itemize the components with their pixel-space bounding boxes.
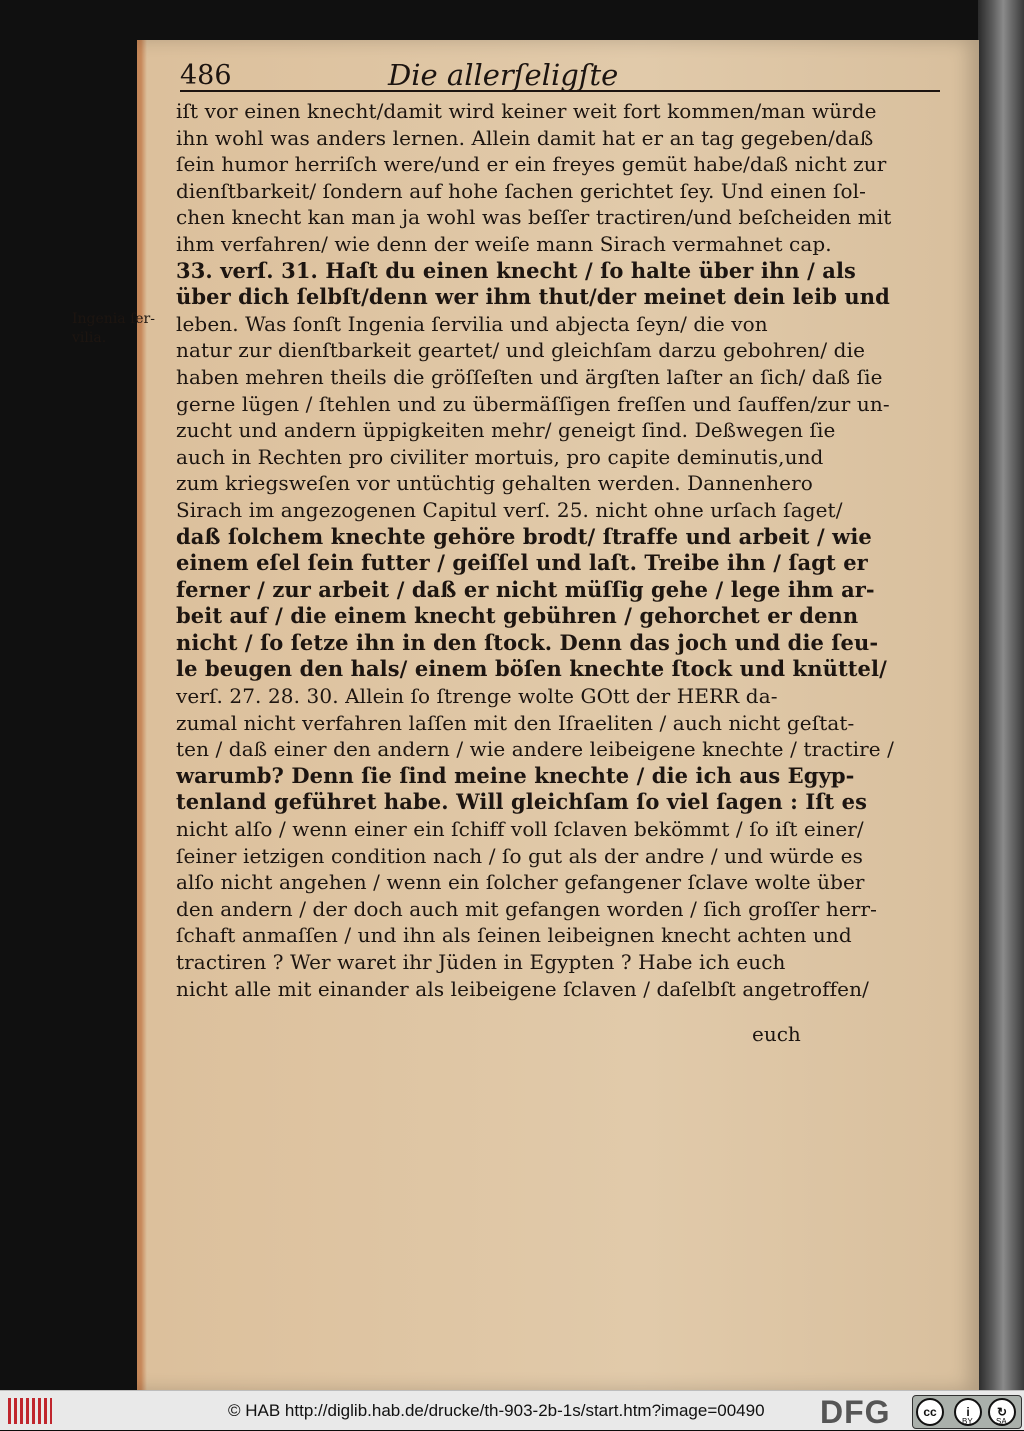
by-label: BY [962, 1417, 973, 1426]
sa-icon: ↻ [988, 1398, 1016, 1426]
text-line: nicht alle mit einander als leibeigene ſclaven / daſelbſt angetroffen/ [176, 976, 869, 1001]
text-line: über dich ſelbſt/denn wer ihm thut/der meinet dein leib und [176, 284, 890, 310]
text-line: ſchaft anmaſſen / und ihn als ſeinen leibeignen knecht achten und [176, 923, 852, 948]
text-line: leben. Was ſonſt Ingenia ſervilia und abjecta ſeyn/ die von [176, 311, 768, 336]
catchword: euch [752, 1022, 801, 1046]
text-line: einem eſel ſein futter / geiſſel und laſt. Treibe ihn / ſagt er [176, 550, 868, 576]
page-header [180, 58, 940, 92]
cc-icon: cc [916, 1398, 944, 1426]
text-line: natur zur dienſtbarkeit geartet/ und gleichſam darzu gebohren/ die [176, 338, 866, 363]
text-line: le beugen den hals/ einem böſen knechte ſtock und knüttel/ [176, 656, 887, 682]
text-line: dienſtbarkeit/ ſondern auf hohe ſachen gerichtet ſey. Und einen ſol- [176, 178, 866, 203]
text-line: ihm verfahren/ wie denn der weiſe mann Sirach vermahnet cap. [176, 231, 832, 256]
text-line: zucht und andern üppigkeiten mehr/ geneigt ſind. Deßwegen ſie [176, 418, 836, 443]
text-line: ſeiner ietzigen condition nach / ſo gut als der andre / und würde es [176, 843, 863, 868]
text-line: daß ſolchem knechte gehöre brodt/ ſtraffe und arbeit / wie [176, 523, 872, 549]
text-line: auch in Rechten pro civiliter mortuis, pro capite deminutis,und [176, 444, 824, 469]
text-line: gerne lügen / ſtehlen und zu übermäſſigen freſſen und ſauffen/zur un- [176, 391, 890, 416]
cc-license-badge[interactable] [912, 1395, 1020, 1427]
text-line: ſein humor herriſch were/und er ein freyes gemüt habe/daß nicht zur [176, 152, 887, 177]
by-icon: i [954, 1398, 982, 1426]
text-line: beit auf / die einem knecht gebühren / gehorchet er denn [176, 603, 859, 629]
text-line: den andern / der doch auch mit gefangen worden / ſich groſſer herr- [176, 896, 877, 921]
page-number: 486 [180, 60, 232, 91]
text-line: nicht / ſo ſetze ihn in den ſtock. Denn das joch und die ſeu- [176, 629, 879, 655]
text-line: iſt vor einen knecht/damit wird keiner weit fort kommen/man würde [176, 99, 877, 123]
text-line: alſo nicht angehen / wenn ein ſolcher gefangener ſclave wolte über [176, 870, 865, 895]
body-text [176, 98, 946, 1002]
barcode-icon [8, 1398, 52, 1424]
margin-note: Ingenia ſer-vilia. [72, 311, 155, 346]
dfg-logo: DFG [820, 1394, 891, 1430]
text-line: 33. verſ. 31. Haſt du einen knecht / ſo halte über ihn / als [176, 257, 856, 283]
book-spine [978, 0, 1024, 1390]
text-line: zum kriegsweſen vor untüchtig gehalten werden. Dannenhero [176, 471, 813, 496]
text-line: verſ. 27. 28. 30. Allein ſo ſtrenge wolte GOtt der HERR da- [176, 684, 778, 709]
text-line: ferner / zur arbeit / daß er nicht müſſig gehe / lege ihm ar- [176, 576, 875, 602]
text-line: Sirach im angezogenen Capitul verſ. 25. nicht ohne urſach ſaget/ [176, 497, 843, 522]
running-title: Die allerſeligſte [388, 58, 619, 92]
footer-bar [0, 1390, 1024, 1430]
text-line: zumal nicht verfahren laſſen mit den Iſraeliten / auch nicht geſtat- [176, 710, 855, 735]
sa-label: SA [996, 1417, 1007, 1426]
text-line: warumb? Denn ſie ſind meine knechte / die ich aus Egyp- [176, 762, 855, 788]
text-line: nicht alſo / wenn einer ein ſchiff voll ſclaven bekömmt / ſo iſt einer/ [176, 817, 864, 842]
footer-credit-link[interactable]: © HAB http://diglib.hab.de/drucke/th-903-2b-1s/start.htm?image=00490 [228, 1401, 765, 1420]
text-line: ihn wohl was anders lernen. Allein damit hat er an tag gegeben/daß [176, 125, 874, 150]
text-line: ten / daß einer den andern / wie andere leibeigene knechte / tractire / [176, 737, 895, 762]
text-line: chen knecht kan man ja wohl was beſſer tractiren/und beſcheiden mit [176, 205, 892, 230]
text-line: haben mehren theils die gröſſeſten und ärgſten laſter an ſich/ daß ſie [176, 364, 883, 389]
text-line: tractiren ? Wer waret ihr Jüden in Egypten ? Habe ich euch [176, 950, 786, 974]
text-line: tenland geführet habe. Will gleichſam ſo viel ſagen : Iſt es [176, 789, 868, 815]
